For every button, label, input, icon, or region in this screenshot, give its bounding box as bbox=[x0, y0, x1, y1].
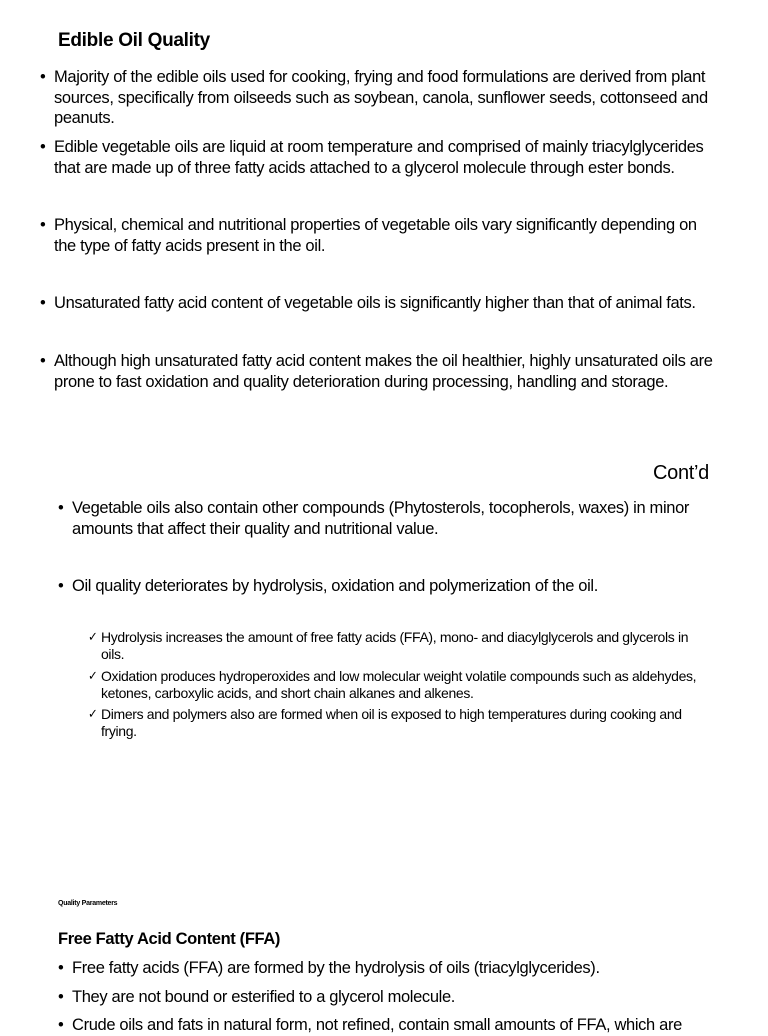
bullet-icon: • bbox=[58, 577, 64, 595]
section-title-contd: Cont’d bbox=[652, 462, 709, 484]
list-item-text: Vegetable oils also contain other compounds (Phytosterols, tocopherols, waxes) in minor amounts that affect their quality and nutritional value. bbox=[72, 499, 690, 538]
list-item-text: Physical, chemical and nutritional properties of vegetable oils vary significantly depending on the type of fatty acids present in the oil. bbox=[54, 216, 697, 255]
list-item-text: Majority of the edible oils used for cooking, frying and food formulations are derived from plant sources, specifically from oilseeds such as soybean, canola, sunflower seeds, cottonseed and peanuts. bbox=[54, 68, 708, 127]
list-item-text: Edible vegetable oils are liquid at room temperature and comprised of mainly triacylglycerides that are made up of three fatty acids attached to a glycerol molecule through ester bonds. bbox=[54, 138, 704, 177]
bullet-icon: • bbox=[40, 352, 46, 370]
list-item bbox=[58, 576, 708, 597]
list-item-text: They are not bound or esterified to a glycerol molecule. bbox=[72, 988, 456, 1006]
checklist-item-text: Oxidation produces hydroperoxides and low molecular weight volatile compounds such as aldehydes, ketones, carboxylic acids, and short chain alkanes and alkenes. bbox=[101, 668, 697, 701]
checkmark-icon: ✓ bbox=[88, 706, 98, 721]
list-item-text: Although high unsaturated fatty acid content makes the oil healthier, highly unsaturated oils are prone to fast oxidation and quality deterioration during processing, handling and storage. bbox=[54, 352, 713, 391]
bullet-icon: • bbox=[40, 138, 46, 156]
list-item bbox=[58, 1015, 708, 1036]
list-item bbox=[40, 351, 720, 392]
checklist-item bbox=[88, 668, 708, 702]
checkmark-icon: ✓ bbox=[88, 629, 98, 644]
checklist-item-text: Hydrolysis increases the amount of free fatty acids (FFA), mono- and diacylglycerols and glycerols in oils. bbox=[101, 629, 689, 662]
list-item-text: Crude oils and fats in natural form, not refined, contain small amounts of FFA, which are bbox=[72, 1016, 682, 1034]
bullet-icon: • bbox=[40, 294, 46, 312]
list-item bbox=[40, 67, 720, 129]
bullet-icon: • bbox=[58, 1016, 64, 1034]
list-item bbox=[40, 215, 720, 256]
list-item bbox=[58, 498, 708, 539]
bullet-icon: • bbox=[58, 959, 64, 977]
list-item bbox=[58, 958, 708, 979]
checklist-item bbox=[88, 629, 708, 663]
bullet-icon: • bbox=[40, 68, 46, 86]
list-item bbox=[40, 293, 720, 314]
bullet-icon: • bbox=[40, 216, 46, 234]
slide-label-quality-parameters: Quality Parameters bbox=[58, 900, 118, 907]
checklist-item-text: Dimers and polymers also are formed when oil is exposed to high temperatures during cooking and frying. bbox=[101, 706, 682, 739]
list-item bbox=[58, 987, 708, 1008]
bullet-icon: • bbox=[58, 988, 64, 1006]
bullet-icon: • bbox=[58, 499, 64, 517]
section-title-edible-oil-quality: Edible Oil Quality bbox=[58, 30, 210, 51]
checkmark-icon: ✓ bbox=[88, 668, 98, 683]
checklist-item bbox=[88, 706, 708, 740]
list-item-text: Oil quality deteriorates by hydrolysis, oxidation and polymerization of the oil. bbox=[72, 577, 598, 595]
list-item-text: Free fatty acids (FFA) are formed by the hydrolysis of oils (triacylglycerides). bbox=[72, 959, 600, 977]
list-item-text: Unsaturated fatty acid content of vegetable oils is significantly higher than that of animal fats. bbox=[54, 294, 696, 312]
section-title-ffa: Free Fatty Acid Content (FFA) bbox=[58, 930, 281, 948]
list-item bbox=[40, 137, 720, 178]
